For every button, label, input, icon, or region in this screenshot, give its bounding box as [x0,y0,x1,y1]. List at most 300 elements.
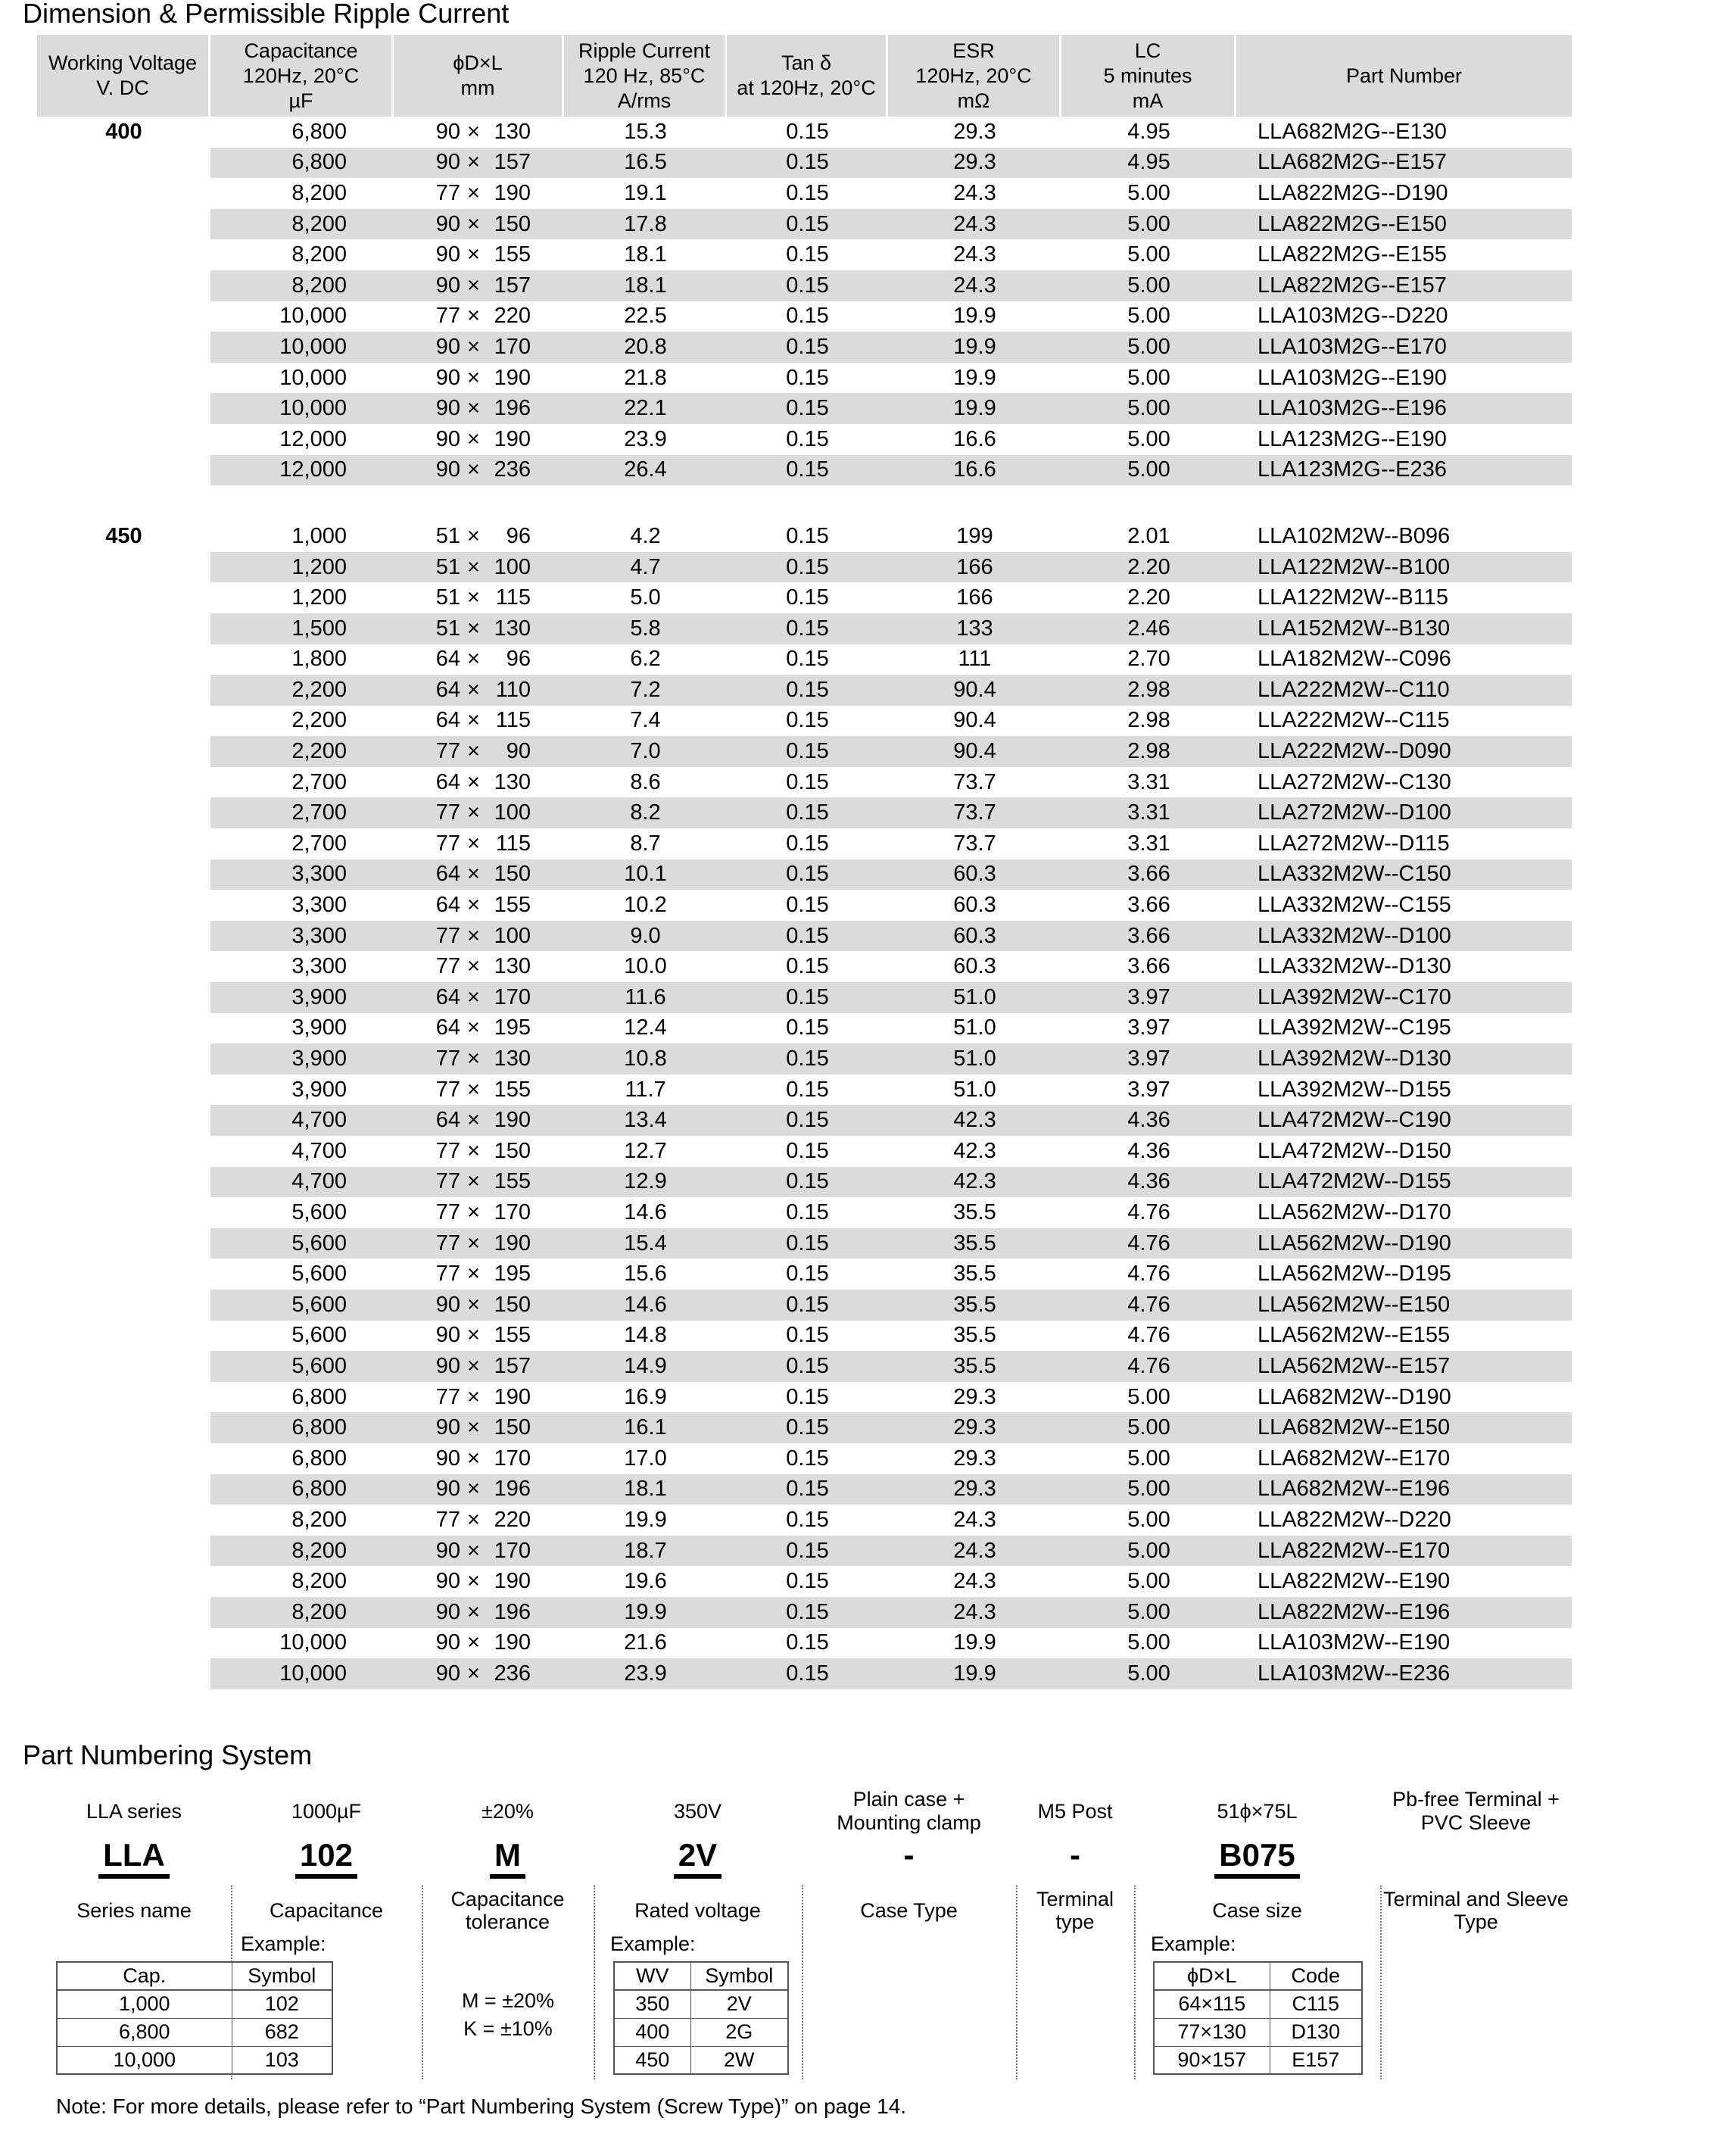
wv-symbol-table [613,1961,789,2075]
cell-ripple-current: 7.0 [564,736,727,767]
multiply-sign: × [467,1661,480,1686]
multiply-sign: × [467,616,480,641]
table-row [37,1136,1572,1167]
cell-ripple-current: 18.1 [624,242,667,267]
size-diameter: 51 [435,616,461,641]
cell-voltage [37,1013,210,1044]
size-length: 220 [494,1507,531,1532]
example-table-row [57,1990,332,2018]
cell-part-number: LLA472M2W--D155 [1236,1167,1572,1198]
cell-voltage [37,552,210,583]
size-length: 190 [494,1630,531,1655]
table-row [37,1536,1572,1567]
table-row [37,921,1572,952]
size-diameter: 90 [435,211,461,236]
cell-ripple-current: 26.4 [564,455,727,486]
table-row [37,239,1572,270]
cell-capacitance: 6,800 [291,1384,347,1409]
cell-voltage [37,982,210,1013]
multiply-sign: × [467,1138,480,1163]
cell-part-number: LLA103M2G--E196 [1236,393,1572,424]
cell-part-number: LLA472M2W--D150 [1258,1138,1451,1163]
cell-lc: 3.31 [1061,797,1236,828]
multiply-sign: × [467,1015,480,1040]
cell-size [394,1474,564,1505]
cell-voltage [37,1136,210,1167]
cell-size [394,1566,564,1597]
table-row [37,1105,1572,1136]
cell-size [394,706,564,737]
cell-lc: 5.00 [1061,1412,1236,1443]
cell-capacitance: 1,200 [291,585,347,610]
cell-tan-delta: 0.15 [786,1262,829,1287]
cell-tan-delta: 0.15 [786,1446,829,1471]
table-cell: D130 [1270,2018,1362,2046]
cell-voltage [37,301,210,332]
cell-esr: 16.6 [888,455,1061,486]
pn-code-value: - [903,1837,915,1873]
size-diameter: 90 [435,1353,461,1378]
cell-voltage [37,644,210,675]
table-cell: 77×130 [1154,2018,1270,2046]
multiply-sign: × [467,523,480,548]
cell-esr: 35.5 [953,1199,996,1224]
size-diameter: 64 [435,1015,461,1040]
size-length: 190 [494,1108,531,1133]
cell-tan-delta: 0.15 [727,1043,888,1075]
cell-capacitance: 10,000 [279,1630,347,1655]
cell-size [394,393,564,424]
size-length: 190 [494,180,531,205]
column-header-5 [888,35,1061,117]
cell-esr: 51.0 [888,1043,1061,1075]
cell-part-number: LLA103M2G--E190 [1258,365,1447,390]
cell-part-number: LLA822M2W--D220 [1258,1507,1451,1532]
cell-voltage [37,239,210,270]
cell-esr: 90.4 [953,708,996,733]
cell-part-number: LLA392M2W--C170 [1236,982,1572,1013]
cell-esr: 42.3 [888,1105,1061,1136]
table-row [37,1382,1572,1413]
cell-size [394,828,564,859]
cell-lc: 5.00 [1061,1658,1236,1689]
table-row [37,1351,1572,1382]
cell-esr: 35.5 [888,1228,1061,1259]
table-cell: Code [1270,1962,1362,1990]
cell-size [394,1351,564,1382]
cell-capacitance: 10,000 [210,1658,394,1689]
cell-ripple-current: 5.8 [564,613,727,644]
cell-lc: 3.66 [1061,921,1236,952]
cell-esr: 60.3 [953,893,996,918]
size-length: 115 [495,831,531,856]
pn-meaning-5 [1016,1786,1134,1837]
multiply-sign: × [467,585,480,610]
table-row [37,675,1572,706]
cell-part-number: LLA562M2W--E157 [1236,1351,1572,1382]
cell-tan-delta: 0.15 [727,270,888,301]
size-diameter: 77 [435,1231,461,1255]
cell-size [394,455,564,486]
size-diameter: 90 [435,1477,461,1502]
cell-lc: 3.97 [1061,982,1236,1013]
cell-ripple-current: 11.6 [564,982,727,1013]
cell-lc: 2.20 [1127,585,1170,610]
cell-size [394,1105,564,1136]
cell-esr: 199 [956,523,993,548]
cell-capacitance: 2,200 [291,708,347,733]
size-length: 100 [494,923,531,948]
pn-meaning-4 [802,1786,1016,1837]
cell-esr: 51.0 [953,1015,996,1040]
table-row [37,1443,1572,1474]
cell-esr: 29.3 [953,1446,996,1471]
cell-voltage [37,675,210,706]
cell-tan-delta: 0.15 [727,982,888,1013]
size-diameter: 77 [435,739,461,764]
cell-ripple-current: 17.8 [564,209,727,240]
size-length: 150 [494,211,531,236]
cell-tan-delta: 0.15 [786,426,829,451]
cell-capacitance: 1,000 [291,523,347,548]
cell-esr: 24.3 [888,1536,1061,1567]
size-length: 130 [494,1046,531,1071]
cell-tan-delta: 0.15 [786,1077,829,1102]
multiply-sign: × [467,893,480,918]
multiply-sign: × [467,180,480,205]
table-row [37,1197,1572,1228]
cell-ripple-current: 19.9 [624,1507,667,1532]
cell-size [394,1505,564,1536]
cell-lc: 5.00 [1061,270,1236,301]
cell-lc: 3.66 [1061,859,1236,891]
cell-size [394,209,564,240]
pn-label-4 [802,1887,1016,1934]
multiply-sign: × [467,365,480,390]
size-diameter: 51 [435,554,461,579]
cell-ripple-current: 21.6 [624,1630,667,1655]
multiply-sign: × [467,1477,480,1502]
cell-part-number: LLA152M2W--B130 [1236,613,1572,644]
multiply-sign: × [467,119,480,144]
header-line: mm [460,76,495,99]
cell-size [394,1136,564,1167]
cell-size [394,767,564,798]
cell-size [394,736,564,767]
cell-tan-delta: 0.15 [786,1323,829,1348]
cell-tan-delta: 0.15 [727,455,888,486]
pn-meaning-7 [1380,1786,1572,1837]
cell-part-number: LLA682M2W--E150 [1236,1412,1572,1443]
cell-esr: 19.9 [953,1630,996,1655]
cell-ripple-current: 7.2 [564,675,727,706]
table-row [37,301,1572,332]
size-diameter: 90 [435,365,461,390]
cell-ripple-current: 23.9 [564,1658,727,1689]
cell-ripple-current: 12.9 [564,1167,727,1198]
example-table-row [614,2018,788,2046]
size-length: 170 [494,1199,531,1224]
header-line: at 120Hz, 20°C [737,76,876,99]
table-cell: 2W [690,2046,788,2074]
cell-voltage [37,1597,210,1628]
cell-capacitance: 2,200 [210,736,394,767]
multiply-sign: × [467,1108,480,1133]
cell-capacitance: 1,200 [210,552,394,583]
cell-capacitance: 1,800 [291,647,347,672]
cell-size [394,1259,564,1290]
cell-size [394,1628,564,1659]
size-length: 96 [506,523,531,548]
note-text: Note: For more details, please refer to “Part Numbering System (Screw Type)” on page 14. [56,2095,907,2118]
cell-tan-delta: 0.15 [786,242,829,267]
cell-lc: 2.98 [1061,736,1236,767]
cell-part-number: LLA822M2W--E190 [1258,1569,1451,1594]
size-diameter: 64 [435,1108,461,1133]
cell-size [394,1290,564,1321]
multiply-sign: × [467,1446,480,1471]
example-table-row [1154,1990,1362,2018]
cell-part-number: LLA123M2G--E236 [1236,455,1572,486]
cell-part-number: LLA682M2G--E130 [1258,119,1447,144]
pn-code-value: B075 [1214,1839,1299,1879]
pn-meaning-line: 1000µF [291,1799,362,1823]
cell-ripple-current: 7.4 [630,708,661,733]
table-row [37,1259,1572,1290]
pn-label-6 [1134,1887,1380,1934]
cell-capacitance: 3,300 [210,859,394,891]
table-row [37,582,1572,613]
size-length: 196 [494,1477,531,1502]
multiply-sign: × [467,769,480,794]
size-length: 170 [494,1446,531,1471]
cell-esr: 16.6 [953,426,996,451]
cell-ripple-current: 11.7 [625,1077,666,1102]
cell-part-number: LLA222M2W--C115 [1258,708,1450,733]
column-header-7 [1236,35,1572,117]
multiply-sign: × [467,273,480,298]
pn-code-value: - [1070,1837,1080,1873]
size-length: 155 [494,1323,531,1348]
cell-voltage [37,1228,210,1259]
cell-size [394,582,564,613]
cell-tan-delta: 0.15 [727,675,888,706]
cell-ripple-current: 16.1 [564,1412,727,1443]
cell-tan-delta: 0.15 [786,1015,829,1040]
cell-part-number: LLA682M2W--E196 [1236,1474,1572,1505]
page-title: Dimension & Permissible Ripple Current [23,0,510,29]
cell-part-number: LLA682M2W--D190 [1258,1384,1451,1409]
multiply-sign: × [467,1231,480,1255]
size-length: 150 [494,1138,531,1163]
cell-capacitance: 5,600 [210,1228,394,1259]
cell-tan-delta: 0.15 [727,332,888,363]
cell-size [394,1043,564,1075]
cell-lc: 4.36 [1061,1105,1236,1136]
table-row [37,1505,1572,1536]
pn-label-line: Capacitance [450,1888,565,1911]
cell-capacitance: 5,600 [210,1290,394,1321]
cell-lc: 3.66 [1127,893,1170,918]
size-diameter: 64 [435,862,461,887]
size-length: 190 [494,426,531,451]
table-cell: 6,800 [57,2018,232,2046]
cell-capacitance: 10,000 [210,332,394,363]
table-row [37,1290,1572,1321]
size-diameter: 64 [435,769,461,794]
size-diameter: 90 [435,1446,461,1471]
table-row [37,613,1572,644]
pn-meaning-line: ±20% [482,1799,534,1823]
pn-label-line: Type [1454,1911,1498,1933]
cell-esr: 60.3 [888,859,1061,891]
multiply-sign: × [467,396,480,421]
cell-voltage [37,1382,210,1413]
cell-esr: 73.7 [953,831,996,856]
cell-lc: 5.00 [1127,365,1170,390]
cell-ripple-current: 14.6 [564,1290,727,1321]
example-table-row [1154,2018,1362,2046]
table-row [37,209,1572,240]
example-table-row [1154,2046,1362,2074]
size-length: 157 [494,150,531,175]
cell-size [394,675,564,706]
cell-tan-delta: 0.15 [727,1474,888,1505]
table-header-row [37,35,1572,117]
cell-ripple-current: 19.1 [624,180,667,205]
dotted-divider [1134,1886,1136,2079]
column-header-3 [564,35,727,117]
size-length: 155 [494,1077,531,1102]
pn-label-2 [422,1887,594,1934]
size-length: 190 [494,1569,531,1594]
cell-size [394,859,564,891]
pn-code-value: LLA [98,1839,170,1879]
cell-lc: 5.00 [1061,455,1236,486]
pn-label-line: Rated voltage [634,1899,761,1922]
cell-size [394,1013,564,1044]
table-row [37,1628,1572,1659]
cell-tan-delta: 0.15 [786,304,829,329]
cell-voltage [37,1412,210,1443]
size-diameter: 51 [435,523,461,548]
cell-lc: 4.76 [1061,1290,1236,1321]
cell-tan-delta: 0.15 [727,552,888,583]
size-diameter: 90 [435,1599,461,1624]
cell-part-number: LLA822M2G--D190 [1258,180,1448,205]
table-row [37,797,1572,828]
cell-esr: 111 [958,647,992,672]
pn-label-line: Case size [1212,1899,1302,1922]
multiply-sign: × [467,1262,480,1287]
cell-part-number: LLA562M2W--D170 [1258,1199,1451,1224]
cell-voltage [37,424,210,455]
table-row [37,270,1572,301]
size-length: 170 [494,334,531,359]
cell-part-number: LLA822M2G--E155 [1258,242,1447,267]
pn-meaning-line: Pb-free Terminal + [1392,1788,1560,1811]
cell-part-number: LLA472M2W--C190 [1236,1105,1572,1136]
cell-voltage [37,1443,210,1474]
cell-voltage [37,706,210,737]
cell-voltage [37,270,210,301]
size-length: 190 [494,1384,531,1409]
cell-lc: 2.98 [1061,675,1236,706]
multiply-sign: × [467,1384,480,1409]
cell-esr: 60.3 [953,954,996,979]
multiply-sign: × [467,426,480,451]
table-cell: 682 [232,2018,332,2046]
cell-esr: 42.3 [888,1167,1061,1198]
multiply-sign: × [467,647,480,672]
cell-capacitance: 5,600 [291,1262,347,1287]
cell-part-number: LLA562M2W--D195 [1258,1262,1451,1287]
cell-lc: 3.97 [1127,1015,1170,1040]
cell-lc: 5.00 [1061,1536,1236,1567]
table-cell: 2V [690,1990,788,2018]
table-cell: C115 [1270,1990,1362,2018]
size-diameter: 90 [435,1538,461,1563]
column-header-4 [727,35,888,117]
pn-meaning-line: 51ϕ×75L [1217,1799,1298,1823]
tolerance-legend [422,1987,594,2043]
cell-capacitance: 8,200 [210,209,394,240]
size-diameter: 90 [435,150,461,175]
cell-capacitance: 8,200 [210,1597,394,1628]
cell-tan-delta: 0.15 [786,1630,829,1655]
cell-esr: 73.7 [953,769,996,794]
cell-part-number: LLA272M2W--D100 [1236,797,1572,828]
cell-lc: 2.01 [1127,523,1170,548]
size-length: 90 [506,739,531,764]
cell-size [394,521,564,552]
table-row [37,148,1572,179]
cell-size [394,1443,564,1474]
cell-size [394,890,564,921]
cell-part-number: LLA562M2W--D190 [1236,1228,1572,1259]
table-cell: 103 [232,2046,332,2074]
table-cell: WV [614,1962,690,1990]
cell-capacitance: 3,300 [210,921,394,952]
size-diameter: 64 [435,984,461,1009]
cell-capacitance: 6,800 [210,1412,394,1443]
size-length: 155 [494,1169,531,1194]
cell-lc: 4.95 [1061,148,1236,179]
table-row [37,1043,1572,1075]
multiply-sign: × [467,150,480,175]
multiply-sign: × [467,242,480,267]
cell-size [394,424,564,455]
cell-voltage [37,736,210,767]
cell-capacitance: 3,900 [210,982,394,1013]
cell-lc: 4.76 [1061,1351,1236,1382]
cell-part-number: LLA822M2G--E150 [1236,209,1572,240]
size-length: 170 [494,1538,531,1563]
cell-part-number: LLA103M2G--D220 [1258,304,1448,329]
cell-ripple-current: 22.1 [564,393,727,424]
table-row [37,736,1572,767]
cell-tan-delta: 0.15 [727,1290,888,1321]
cell-esr: 166 [888,552,1061,583]
table-cell: ϕD×L [1154,1962,1270,1990]
cell-esr: 24.3 [888,1597,1061,1628]
multiply-sign: × [467,1599,480,1624]
pn-code-5 [1016,1839,1134,1881]
table-row [37,1075,1572,1106]
multiply-sign: × [467,1199,480,1224]
pn-label-0 [37,1887,231,1934]
cell-size [394,1536,564,1567]
